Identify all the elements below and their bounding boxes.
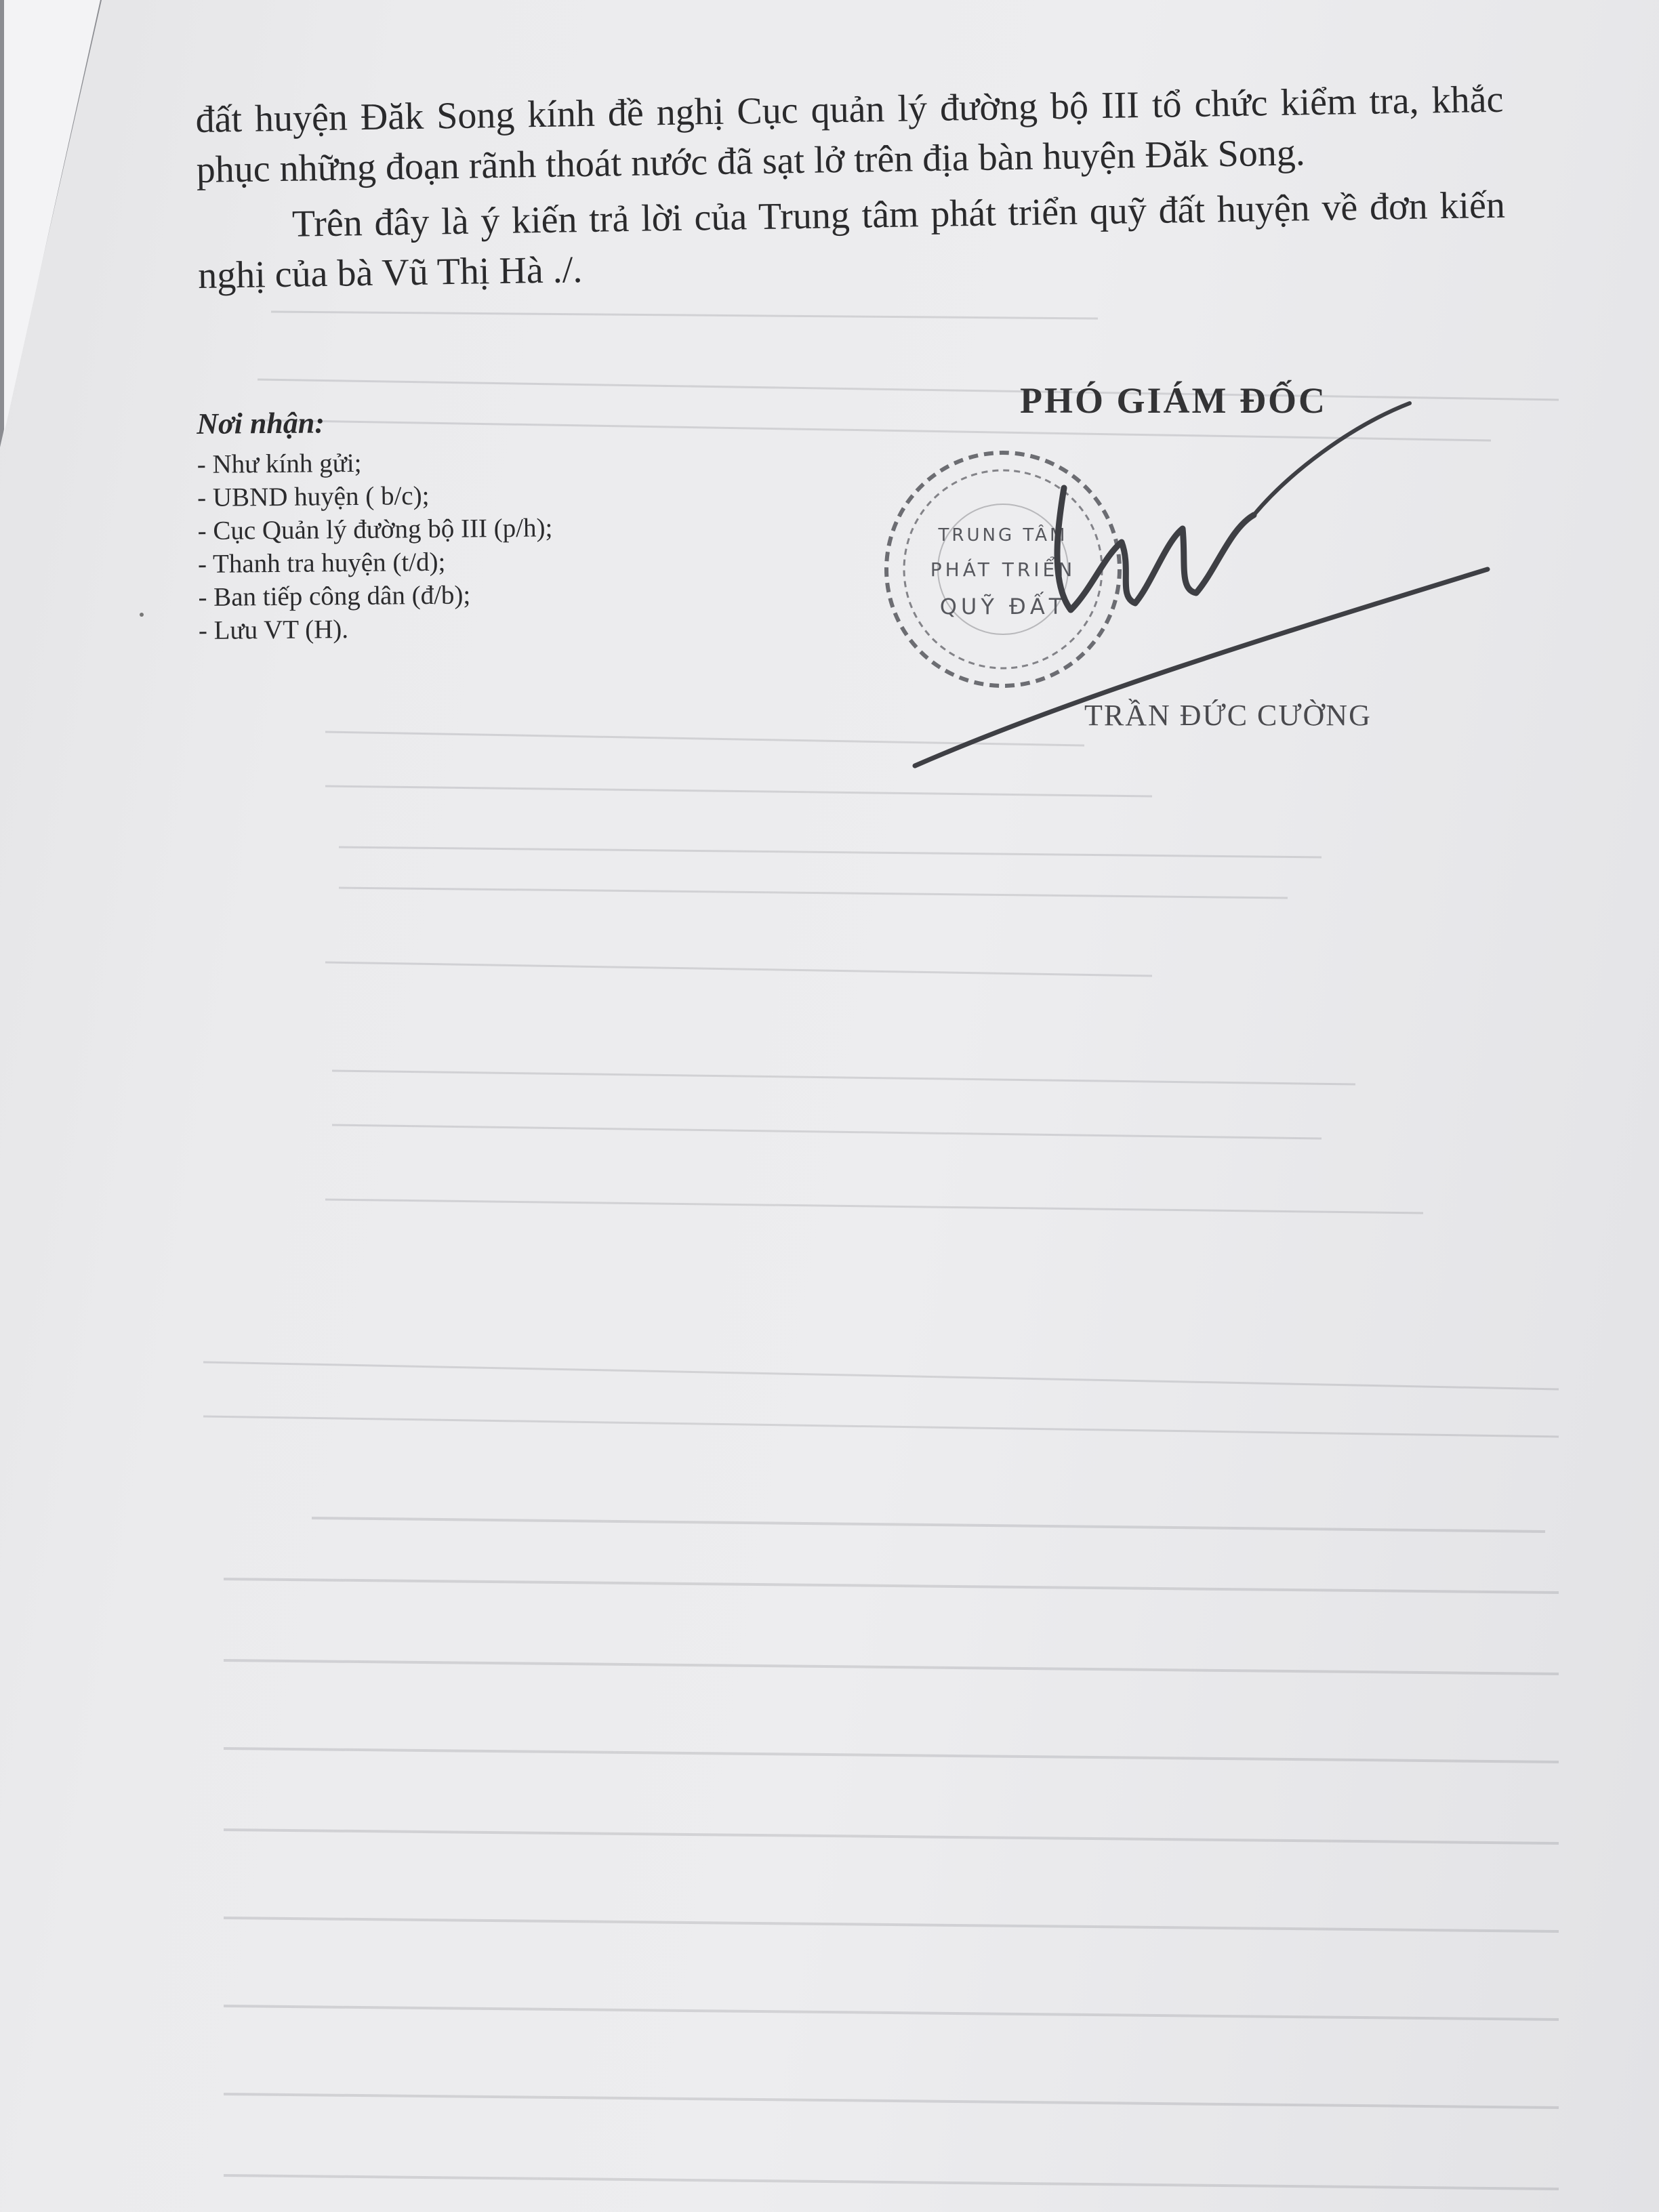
- ink-dot: [140, 613, 144, 617]
- signer-name: TRẦN ĐỨC CƯỜNG: [1084, 699, 1372, 732]
- body-paragraph-2: Trên đây là ý kiến trả lời của Trung tâm phát triển quỹ đất huyện về đơn kiến nghị của bà Vũ Thị Hà ./.: [197, 184, 1506, 297]
- recipient-item: - Thanh tra huyện (t/d);: [197, 547, 446, 579]
- recipient-item: - Ban tiếp công dân (đ/b);: [198, 580, 471, 612]
- body-text: [195, 75, 1507, 301]
- recipient-item: - UBND huyện ( b/c);: [197, 481, 430, 512]
- signer-title: PHÓ GIÁM ĐỐC: [1020, 380, 1327, 421]
- recipient-item: - Lưu VT (H).: [198, 615, 349, 645]
- body-paragraph-1: đất huyện Đăk Song kính đề nghị Cục quản lý đường bộ III tổ chức kiểm tra, khắc phục những đoạn rãnh thoát nước đã sạt lở trên địa bàn huyện Đăk Song.: [195, 78, 1504, 191]
- recipients-block: [197, 401, 808, 647]
- official-stamp-icon: [886, 453, 1120, 686]
- stamp-line-2: PHÁT TRIỂN: [930, 558, 1076, 581]
- recipients-list: [197, 443, 809, 647]
- stamp-line-1: TRUNG TÂM: [938, 525, 1068, 546]
- recipients-title: Nơi nhận:: [197, 406, 325, 441]
- signature-block: [847, 366, 1511, 773]
- stamp-line-3: QUỸ ĐẤT: [939, 594, 1067, 619]
- recipient-item: - Như kính gửi;: [197, 448, 362, 479]
- recipient-item: - Cục Quản lý đường bộ III (p/h);: [197, 513, 553, 546]
